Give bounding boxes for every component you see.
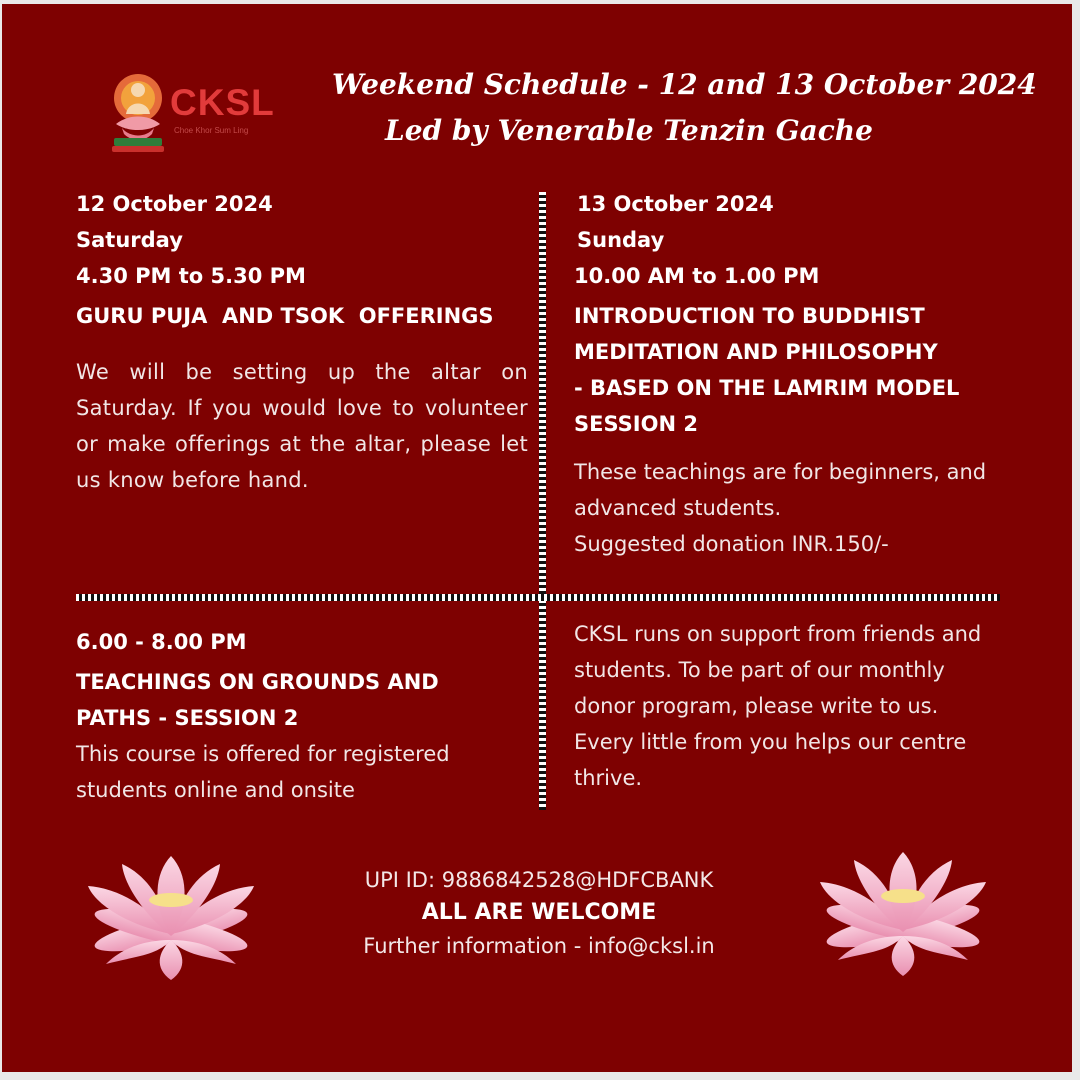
sunday-time: 10.00 AM to 1.00 PM bbox=[574, 264, 820, 288]
sunday-description-line: Suggested donation INR.150/- bbox=[574, 532, 889, 556]
vertical-divider bbox=[539, 192, 546, 810]
support-line: CKSL runs on support from friends and bbox=[574, 622, 982, 646]
evening-title-line: PATHS - SESSION 2 bbox=[76, 706, 299, 730]
page-subtitle: Led by Venerable Tenzin Gache bbox=[385, 114, 873, 147]
sunday-day: Sunday bbox=[577, 228, 665, 252]
poster bbox=[2, 4, 1072, 1072]
deity-lotus-icon bbox=[108, 68, 168, 154]
saturday-description: We will be setting up the altar on Saturday. If you would love to volunteer or make offerings at the altar, please let us know before hand. bbox=[76, 360, 528, 492]
evening-description-line: This course is offered for registered bbox=[76, 742, 450, 766]
saturday-date: 12 October 2024 bbox=[76, 192, 273, 216]
evening-time: 6.00 - 8.00 PM bbox=[76, 630, 247, 654]
evening-description-line: students online and onsite bbox=[76, 778, 355, 802]
upi-id: UPI ID: 9886842528@HDFCBANK bbox=[364, 868, 714, 892]
sunday-date: 13 October 2024 bbox=[577, 192, 774, 216]
sunday-section bbox=[574, 186, 1034, 562]
horizontal-divider bbox=[76, 594, 1000, 601]
support-section bbox=[574, 616, 1034, 796]
lotus-icon bbox=[76, 856, 266, 982]
saturday-title: GURU PUJA AND TSOK OFFERINGS bbox=[76, 304, 494, 328]
support-line: thrive. bbox=[574, 766, 643, 790]
sunday-title-line: - BASED ON THE LAMRIM MODEL bbox=[574, 376, 960, 400]
page-title: Weekend Schedule - 12 and 13 October 2024 bbox=[332, 68, 1037, 101]
evening-title-line: TEACHINGS ON GROUNDS AND bbox=[76, 670, 439, 694]
saturday-day: Saturday bbox=[76, 228, 183, 252]
saturday-time: 4.30 PM to 5.30 PM bbox=[76, 264, 306, 288]
logo bbox=[108, 68, 288, 154]
support-line: Every little from you helps our centre bbox=[574, 730, 967, 754]
sunday-title-line: INTRODUCTION TO BUDDHIST bbox=[574, 304, 925, 328]
logo-subtitle: Choe Khor Sum Ling bbox=[174, 126, 249, 135]
saturday-section bbox=[76, 186, 528, 498]
sunday-title-line: MEDITATION AND PHILOSOPHY bbox=[574, 340, 938, 364]
sunday-description-line: These teachings are for beginners, and bbox=[574, 460, 987, 484]
logo-name: CKSL bbox=[170, 82, 275, 123]
evening-section bbox=[76, 624, 528, 808]
support-line: donor program, please write to us. bbox=[574, 694, 939, 718]
lotus-icon bbox=[808, 852, 998, 978]
contact-info[interactable]: Further information - info@cksl.in bbox=[363, 934, 715, 958]
support-line: students. To be part of our monthly bbox=[574, 658, 945, 682]
sunday-description-line: advanced students. bbox=[574, 496, 782, 520]
welcome-text: ALL ARE WELCOME bbox=[421, 900, 657, 925]
sunday-title-line: SESSION 2 bbox=[574, 412, 698, 436]
